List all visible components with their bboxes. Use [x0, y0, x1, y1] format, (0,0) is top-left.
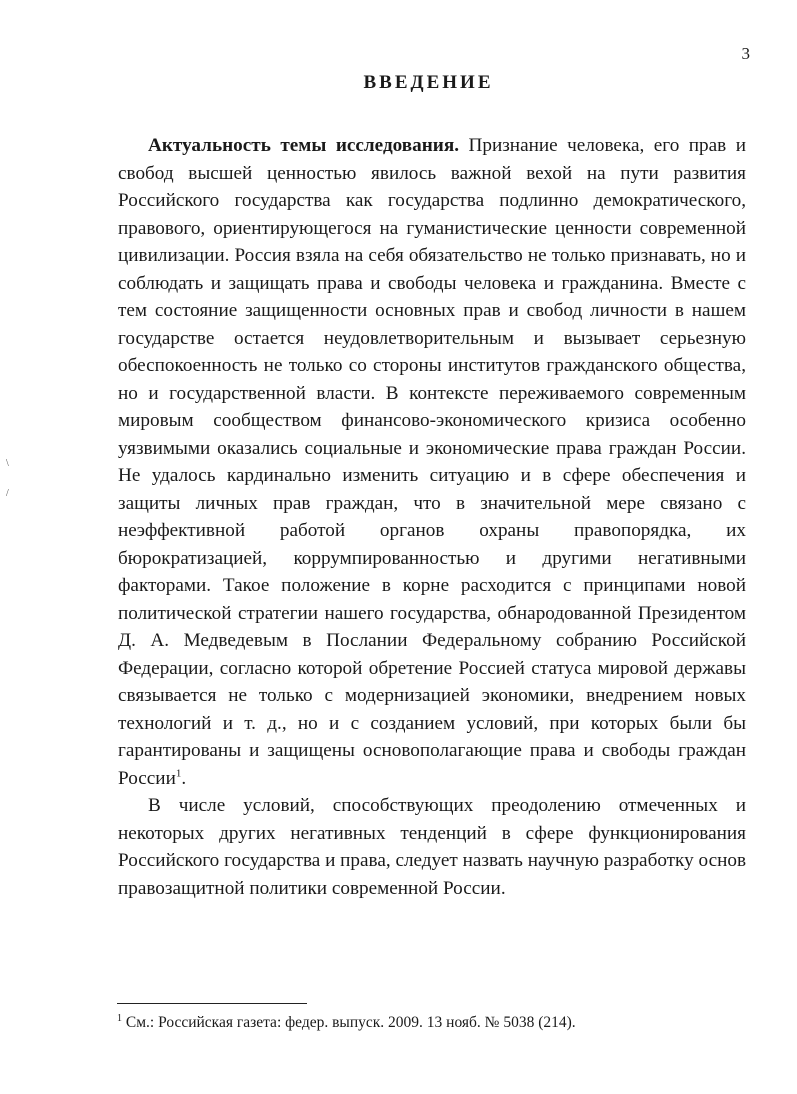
section-lead: Актуальность темы исследования.: [148, 135, 460, 156]
page-title: ВВЕДЕНИЕ: [363, 72, 494, 93]
scan-artifact: /: [6, 488, 9, 499]
main-text: [118, 132, 746, 902]
footnote-reference[interactable]: 1: [175, 767, 182, 780]
paragraph-text: В числе условий, способствующих преодолению отмеченных и некоторых других негативных тенденций в сфере функционирования Российского государства и права, следует назвать научную разработку основ правозащитной политики современной России.: [118, 795, 747, 899]
footnote-text: См.: Российская газета: федер. выпуск. 2009. 13 нояб. № 5038 (214).: [122, 1014, 576, 1031]
paragraph-end: .: [181, 767, 187, 789]
footnote: [117, 1014, 747, 1032]
paragraph-text: Признание человека, его прав и свобод высшей ценностью явилось важной вехой на пути развития Российского государства как государства подлинно демократического, правового, ориентирующегося на гуманистические ценности современной цивилизации. Россия взяла на себя обязательство не только признавать, но и соблюдать и защищать права и свободы человека и гражданина. Вместе с тем состояние защищенности основных прав и свобод личности в нашем государстве остается неудовлетворительным и вызывает серьезную обеспокоенность не только со стороны институтов гражданского общества, но и государственной власти. В контексте переживаемого современным мировым сообществом финансово-экономического кризиса особенно уязвимыми оказались социальные и экономические права граждан России. Не удалось кардинально изменить ситуацию и в сфере обеспечения и защиты личных прав граждан, что в значительной мере связано с неэффективной работой органов охраны правопорядка, их бюрократизацией, коррумпированностью и другими негативными факторами. Такое положение в корне расходится с принципами новой политической стратегии нашего государства, обнародованной Президентом Д. А. Медведевым в Послании Федеральному собранию Российской Федерации, согласно которой обретение Россией статуса мировой державы связывается не только с модернизацией экономики, внедрением новых технологий и т. д., но и с созданием условий, при которых были бы гарантированы и защищены основополагающие права и свободы граждан России: [118, 135, 746, 789]
paragraph-conditions: [118, 792, 746, 902]
paragraph-relevance: [118, 132, 746, 792]
scan-artifact: \: [6, 458, 9, 469]
footnote-marker: 1: [117, 1012, 122, 1024]
page-number: 3: [741, 44, 750, 63]
footnote-divider: [117, 1003, 307, 1004]
